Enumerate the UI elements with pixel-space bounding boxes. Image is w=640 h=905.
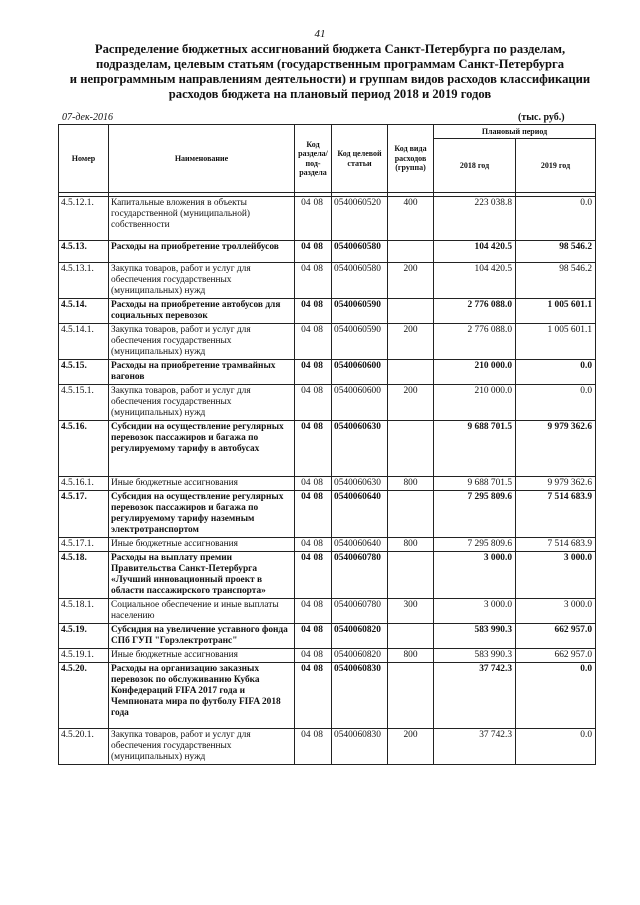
- row-value-2019: 98 546.2: [516, 263, 596, 299]
- row-value-2018: 583 990.3: [434, 624, 516, 649]
- row-section-code: 04: [295, 552, 312, 599]
- row-value-2019: 0.0: [516, 385, 596, 421]
- row-value-2018: 37 742.3: [434, 663, 516, 729]
- row-section-code: 04: [295, 360, 312, 385]
- row-subsection-code: 08: [312, 491, 332, 538]
- row-target-code: 0540060580: [332, 263, 388, 299]
- row-section-code: 04: [295, 385, 312, 421]
- row-name: Закупка товаров, работ и услуг для обеспечения государственных (муниципальных) нужд: [109, 729, 295, 765]
- row-section-code: 04: [295, 729, 312, 765]
- row-name: Иные бюджетные ассигнования: [109, 538, 295, 552]
- row-number: 4.5.19.1.: [59, 649, 109, 663]
- row-name: Субсидии на осуществление регулярных перевозок пассажиров и багажа по регулируемому тарифу в автобусах: [109, 421, 295, 477]
- row-name: Закупка товаров, работ и услуг для обеспечения государственных (муниципальных) нужд: [109, 263, 295, 299]
- row-section-code: 04: [295, 599, 312, 624]
- row-number: 4.5.20.1.: [59, 729, 109, 765]
- row-section-code: 04: [295, 538, 312, 552]
- row-value-2019: 0.0: [516, 360, 596, 385]
- row-subsection-code: 08: [312, 552, 332, 599]
- row-kind-code: [388, 552, 434, 599]
- row-kind-code: 800: [388, 477, 434, 491]
- row-value-2019: 1 005 601.1: [516, 299, 596, 324]
- row-number: 4.5.15.: [59, 360, 109, 385]
- row-name: Закупка товаров, работ и услуг для обеспечения государственных (муниципальных) нужд: [109, 324, 295, 360]
- table-row: [59, 385, 596, 421]
- header-2019: 2019 год: [516, 139, 596, 193]
- row-subsection-code: 08: [312, 729, 332, 765]
- header-planned-period: Плановый период: [434, 125, 596, 139]
- row-number: 4.5.12.1.: [59, 197, 109, 241]
- row-kind-code: 200: [388, 263, 434, 299]
- row-subsection-code: 08: [312, 385, 332, 421]
- row-kind-code: 200: [388, 385, 434, 421]
- row-target-code: 0540060600: [332, 360, 388, 385]
- row-value-2018: 7 295 809.6: [434, 538, 516, 552]
- row-section-code: 04: [295, 649, 312, 663]
- table-row: [59, 324, 596, 360]
- row-number: 4.5.16.1.: [59, 477, 109, 491]
- title-line: и непрограммным направлениям деятельности) и группам видов расходов классификации: [69, 72, 591, 86]
- document-date: 07-дек-2016: [62, 112, 113, 123]
- row-value-2019: 662 957.0: [516, 624, 596, 649]
- row-name: Расходы на организацию заказных перевозок по обслуживанию Кубка Конфедераций FIFA 2017 года и Чемпионата мира по футболу FIFA 2018 года: [109, 663, 295, 729]
- row-name: Субсидия на осуществление регулярных перевозок пассажиров и багажа по регулируемому тарифу наземным электротранспортом: [109, 491, 295, 538]
- row-subsection-code: 08: [312, 624, 332, 649]
- row-target-code: 0540060830: [332, 729, 388, 765]
- row-kind-code: 800: [388, 649, 434, 663]
- row-value-2019: 7 514 683.9: [516, 491, 596, 538]
- row-subsection-code: 08: [312, 663, 332, 729]
- table-row: [59, 552, 596, 599]
- row-value-2019: 9 979 362.6: [516, 477, 596, 491]
- units-label: (тыс. руб.): [518, 112, 565, 123]
- row-subsection-code: 08: [312, 299, 332, 324]
- row-value-2018: 7 295 809.6: [434, 491, 516, 538]
- table-row: [59, 491, 596, 538]
- row-value-2018: 210 000.0: [434, 385, 516, 421]
- table-row: [59, 599, 596, 624]
- row-value-2019: 3 000.0: [516, 552, 596, 599]
- row-number: 4.5.17.: [59, 491, 109, 538]
- row-value-2019: 98 546.2: [516, 241, 596, 263]
- row-subsection-code: 08: [312, 263, 332, 299]
- row-value-2018: 3 000.0: [434, 599, 516, 624]
- row-subsection-code: 08: [312, 324, 332, 360]
- row-number: 4.5.14.1.: [59, 324, 109, 360]
- row-target-code: 0540060590: [332, 324, 388, 360]
- row-subsection-code: 08: [312, 599, 332, 624]
- row-number: 4.5.19.: [59, 624, 109, 649]
- row-number: 4.5.15.1.: [59, 385, 109, 421]
- row-kind-code: [388, 663, 434, 729]
- row-number: 4.5.18.1.: [59, 599, 109, 624]
- row-name: Капитальные вложения в объекты государственной (муниципальной) собственности: [109, 197, 295, 241]
- title-line: расходов бюджета на плановый период 2018 и 2019 годов: [168, 87, 492, 101]
- table-row: [59, 538, 596, 552]
- row-kind-code: 800: [388, 538, 434, 552]
- header-target: Код целевой статьи: [332, 125, 388, 193]
- row-value-2018: 2 776 088.0: [434, 299, 516, 324]
- row-target-code: 0540060780: [332, 552, 388, 599]
- row-value-2018: 223 038.8: [434, 197, 516, 241]
- row-section-code: 04: [295, 663, 312, 729]
- row-target-code: 0540060640: [332, 491, 388, 538]
- row-number: 4.5.14.: [59, 299, 109, 324]
- row-subsection-code: 08: [312, 649, 332, 663]
- row-value-2019: 0.0: [516, 663, 596, 729]
- row-subsection-code: 08: [312, 241, 332, 263]
- row-value-2018: 9 688 701.5: [434, 421, 516, 477]
- row-name: Расходы на приобретение автобусов для социальных перевозок: [109, 299, 295, 324]
- row-value-2019: 7 514 683.9: [516, 538, 596, 552]
- row-target-code: 0540060630: [332, 477, 388, 491]
- table-row: [59, 197, 596, 241]
- row-value-2018: 210 000.0: [434, 360, 516, 385]
- row-kind-code: [388, 624, 434, 649]
- row-value-2018: 3 000.0: [434, 552, 516, 599]
- row-value-2018: 104 420.5: [434, 241, 516, 263]
- row-target-code: 0540060590: [332, 299, 388, 324]
- row-target-code: 0540060600: [332, 385, 388, 421]
- row-target-code: 0540060580: [332, 241, 388, 263]
- header-kind: Код вида расходов (группа): [388, 125, 434, 193]
- row-section-code: 04: [295, 324, 312, 360]
- row-target-code: 0540060820: [332, 624, 388, 649]
- row-number: 4.5.13.: [59, 241, 109, 263]
- table-row: [59, 299, 596, 324]
- row-subsection-code: 08: [312, 421, 332, 477]
- row-kind-code: [388, 360, 434, 385]
- row-value-2019: 9 979 362.6: [516, 421, 596, 477]
- row-kind-code: 300: [388, 599, 434, 624]
- row-target-code: 0540060830: [332, 663, 388, 729]
- page-number: 41: [314, 28, 326, 40]
- row-number: 4.5.16.: [59, 421, 109, 477]
- row-kind-code: [388, 299, 434, 324]
- row-number: 4.5.20.: [59, 663, 109, 729]
- row-subsection-code: 08: [312, 197, 332, 241]
- row-section-code: 04: [295, 299, 312, 324]
- row-number: 4.5.18.: [59, 552, 109, 599]
- row-target-code: 0540060640: [332, 538, 388, 552]
- document-title: [60, 42, 600, 102]
- row-section-code: 04: [295, 241, 312, 263]
- table-row: [59, 360, 596, 385]
- row-subsection-code: 08: [312, 477, 332, 491]
- table-row: [59, 649, 596, 663]
- row-value-2019: 0.0: [516, 197, 596, 241]
- table-row: [59, 263, 596, 299]
- row-kind-code: [388, 421, 434, 477]
- row-value-2018: 9 688 701.5: [434, 477, 516, 491]
- budget-table: [58, 124, 596, 765]
- row-target-code: 0540060820: [332, 649, 388, 663]
- row-kind-code: 400: [388, 197, 434, 241]
- row-section-code: 04: [295, 477, 312, 491]
- row-value-2019: 662 957.0: [516, 649, 596, 663]
- table-row: [59, 421, 596, 477]
- row-kind-code: [388, 241, 434, 263]
- title-line: подразделам, целевым статьям (государственным программам Санкт-Петербурга: [95, 57, 565, 71]
- row-value-2019: 1 005 601.1: [516, 324, 596, 360]
- row-target-code: 0540060780: [332, 599, 388, 624]
- row-name: Субсидия на увеличение уставного фонда СПб ГУП "Горэлектротранс": [109, 624, 295, 649]
- table-row: [59, 477, 596, 491]
- header-number: Номер: [59, 125, 109, 193]
- row-name: Социальное обеспечение и иные выплаты населению: [109, 599, 295, 624]
- row-section-code: 04: [295, 197, 312, 241]
- row-value-2018: 37 742.3: [434, 729, 516, 765]
- row-name: Иные бюджетные ассигнования: [109, 649, 295, 663]
- table-row: [59, 663, 596, 729]
- row-name: Закупка товаров, работ и услуг для обеспечения государственных (муниципальных) нужд: [109, 385, 295, 421]
- row-value-2019: 0.0: [516, 729, 596, 765]
- table-row: [59, 241, 596, 263]
- row-value-2018: 2 776 088.0: [434, 324, 516, 360]
- row-value-2018: 104 420.5: [434, 263, 516, 299]
- row-value-2019: 3 000.0: [516, 599, 596, 624]
- row-subsection-code: 08: [312, 538, 332, 552]
- header-name: Наименование: [109, 125, 295, 193]
- row-name: Расходы на выплату премии Правительства Санкт-Петербурга «Лучший инновационный проект в области пассажирского транспорта»: [109, 552, 295, 599]
- row-name: Иные бюджетные ассигнования: [109, 477, 295, 491]
- row-kind-code: 200: [388, 324, 434, 360]
- table-row: [59, 729, 596, 765]
- row-kind-code: [388, 491, 434, 538]
- title-line: Распределение бюджетных ассигнований бюджета Санкт-Петербурга по разделам,: [94, 42, 566, 56]
- row-number: 4.5.17.1.: [59, 538, 109, 552]
- header-section: Код раздела/ под-раздела: [295, 125, 332, 193]
- row-section-code: 04: [295, 624, 312, 649]
- row-section-code: 04: [295, 421, 312, 477]
- row-section-code: 04: [295, 263, 312, 299]
- row-subsection-code: 08: [312, 360, 332, 385]
- row-section-code: 04: [295, 491, 312, 538]
- row-kind-code: 200: [388, 729, 434, 765]
- row-value-2018: 583 990.3: [434, 649, 516, 663]
- header-2018: 2018 год: [434, 139, 516, 193]
- row-name: Расходы на приобретение троллейбусов: [109, 241, 295, 263]
- row-target-code: 0540060630: [332, 421, 388, 477]
- table-row: [59, 624, 596, 649]
- row-name: Расходы на приобретение трамвайных вагонов: [109, 360, 295, 385]
- row-number: 4.5.13.1.: [59, 263, 109, 299]
- row-target-code: 0540060520: [332, 197, 388, 241]
